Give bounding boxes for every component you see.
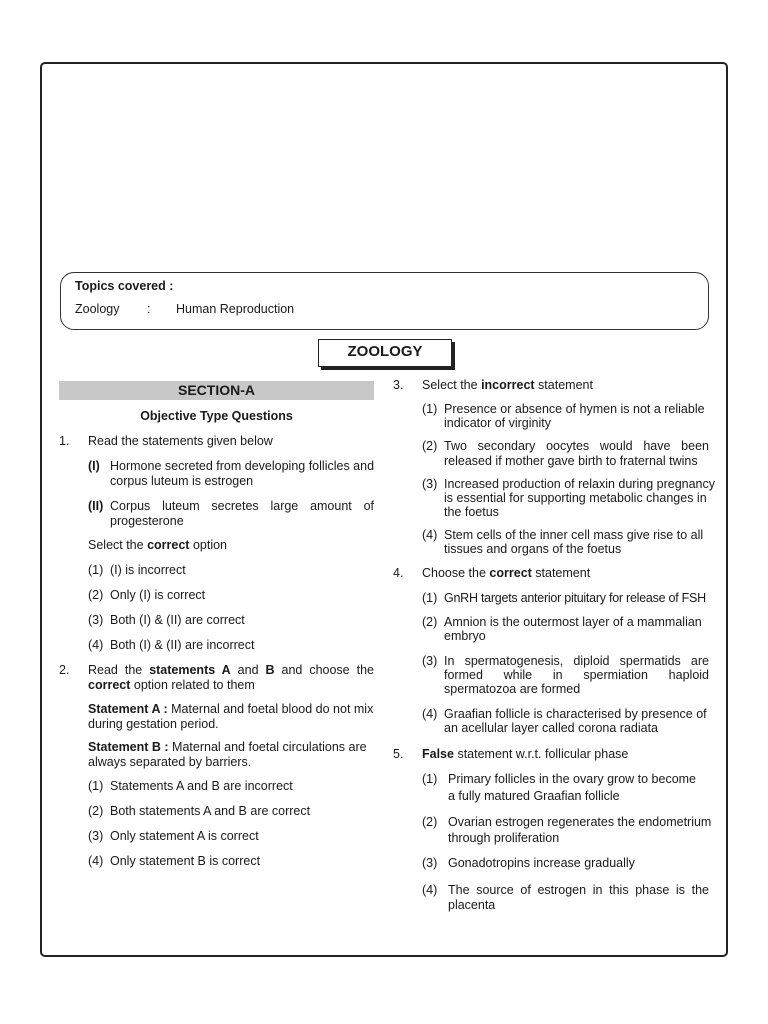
option-number: (3)	[88, 613, 104, 627]
option-text: Gonadotropins increase gradually	[448, 856, 635, 870]
question-number: 2.	[59, 663, 70, 677]
option-number: (4)	[422, 528, 438, 542]
question-stem: Select the incorrect statement	[422, 378, 593, 392]
option-text: Increased production of relaxin during pregnancy	[444, 477, 716, 491]
option-text: Ovarian estrogen regenerates the endometrium	[448, 815, 712, 829]
option-number: (2)	[88, 804, 104, 818]
option-number: (1)	[422, 402, 438, 416]
option-number: (1)	[422, 772, 438, 786]
statement-text: progesterone	[110, 514, 184, 528]
statement-text: Hormone secreted from developing follicles and	[110, 459, 375, 473]
option-text: Two secondary oocytes would have been	[444, 439, 709, 453]
question-stem: Read the statements A and B and choose the	[88, 663, 374, 677]
option-text: Only (I) is correct	[110, 588, 206, 602]
option-text: Only statement A is correct	[110, 829, 259, 843]
statement-text: corpus luteum is estrogen	[110, 474, 254, 488]
option-text: placenta	[448, 898, 496, 912]
option-text: Statements A and B are incorrect	[110, 779, 293, 793]
option-text: Graafian follicle is characterised by presence of	[444, 707, 707, 721]
option-text: (I) is incorrect	[110, 563, 186, 577]
statement-label: (I)	[88, 459, 100, 473]
option-number: (4)	[88, 638, 104, 652]
statement-a: during gestation period.	[88, 717, 219, 731]
option-text: GnRH targets anterior pituitary for release of FSH	[444, 591, 706, 605]
option-number: (3)	[422, 654, 438, 668]
option-text: through proliferation	[448, 831, 560, 845]
topics-topic: Human Reproduction	[176, 302, 295, 316]
option-text: Primary follicles in the ovary grow to become	[448, 772, 697, 786]
option-text: Both statements A and B are correct	[110, 804, 311, 818]
option-text: tissues and organs of the foetus	[444, 542, 622, 556]
option-text: embryo	[444, 629, 486, 643]
option-number: (3)	[422, 856, 438, 870]
option-number: (1)	[88, 779, 104, 793]
statement-a: Statement A : Maternal and foetal blood do not mix	[88, 702, 374, 716]
option-number: (4)	[88, 854, 104, 868]
question-number: 1.	[59, 434, 70, 448]
topics-subject: Zoology	[75, 302, 120, 316]
question-stem: Read the statements given below	[88, 434, 273, 448]
option-number: (2)	[422, 815, 438, 829]
option-text: a fully matured Graafian follicle	[448, 789, 620, 803]
option-text: indicator of virginity	[444, 416, 551, 430]
statement-b: always separated by barriers.	[88, 755, 252, 769]
subject-heading: ZOOLOGY	[318, 339, 452, 367]
option-text: spermatozoa are formed	[444, 682, 581, 696]
option-text: Stem cells of the inner cell mass give rise to all	[444, 528, 704, 542]
question-stem: Choose the correct statement	[422, 566, 591, 580]
question-number: 4.	[393, 566, 404, 580]
topics-box	[60, 272, 709, 330]
option-text: an acellular layer called corona radiata	[444, 721, 659, 735]
option-text: Both (I) & (II) are correct	[110, 613, 245, 627]
option-number: (3)	[422, 477, 438, 491]
topics-separator: :	[147, 302, 151, 316]
option-text: released if mother gave birth to fraternal twins	[444, 454, 698, 468]
select-instruction: Select the correct option	[88, 538, 227, 552]
option-text: In spermatogenesis, diploid spermatids are	[444, 654, 709, 668]
question-number: 5.	[393, 747, 404, 761]
question-stem: False statement w.r.t. follicular phase	[422, 747, 629, 761]
option-text: Amnion is the outermost layer of a mammalian	[444, 615, 702, 629]
option-number: (2)	[422, 439, 438, 453]
question-stem: correct option related to them	[88, 678, 255, 692]
option-number: (2)	[88, 588, 104, 602]
question-number: 3.	[393, 378, 404, 392]
option-number: (1)	[422, 591, 438, 605]
option-text: is essential for supporting metabolic changes in	[444, 491, 707, 505]
option-text: Presence or absence of hymen is not a reliable	[444, 402, 705, 416]
option-number: (4)	[422, 883, 438, 897]
statement-text: Corpus luteum secretes large amount of	[110, 499, 374, 513]
option-number: (1)	[88, 563, 104, 577]
section-title: SECTION-A	[59, 381, 374, 400]
option-text: formed while in spermiation haploid	[444, 668, 709, 682]
option-number: (2)	[422, 615, 438, 629]
option-number: (3)	[88, 829, 104, 843]
option-text: The source of estrogen in this phase is the	[448, 883, 709, 897]
option-text: Both (I) & (II) are incorrect	[110, 638, 255, 652]
section-subtitle: Objective Type Questions	[140, 409, 293, 423]
topics-title: Topics covered :	[75, 279, 174, 293]
statement-label: (II)	[88, 499, 104, 513]
option-number: (4)	[422, 707, 438, 721]
option-text: Only statement B is correct	[110, 854, 261, 868]
statement-b: Statement B : Maternal and foetal circulations are	[88, 740, 367, 754]
option-text: the foetus	[444, 505, 499, 519]
